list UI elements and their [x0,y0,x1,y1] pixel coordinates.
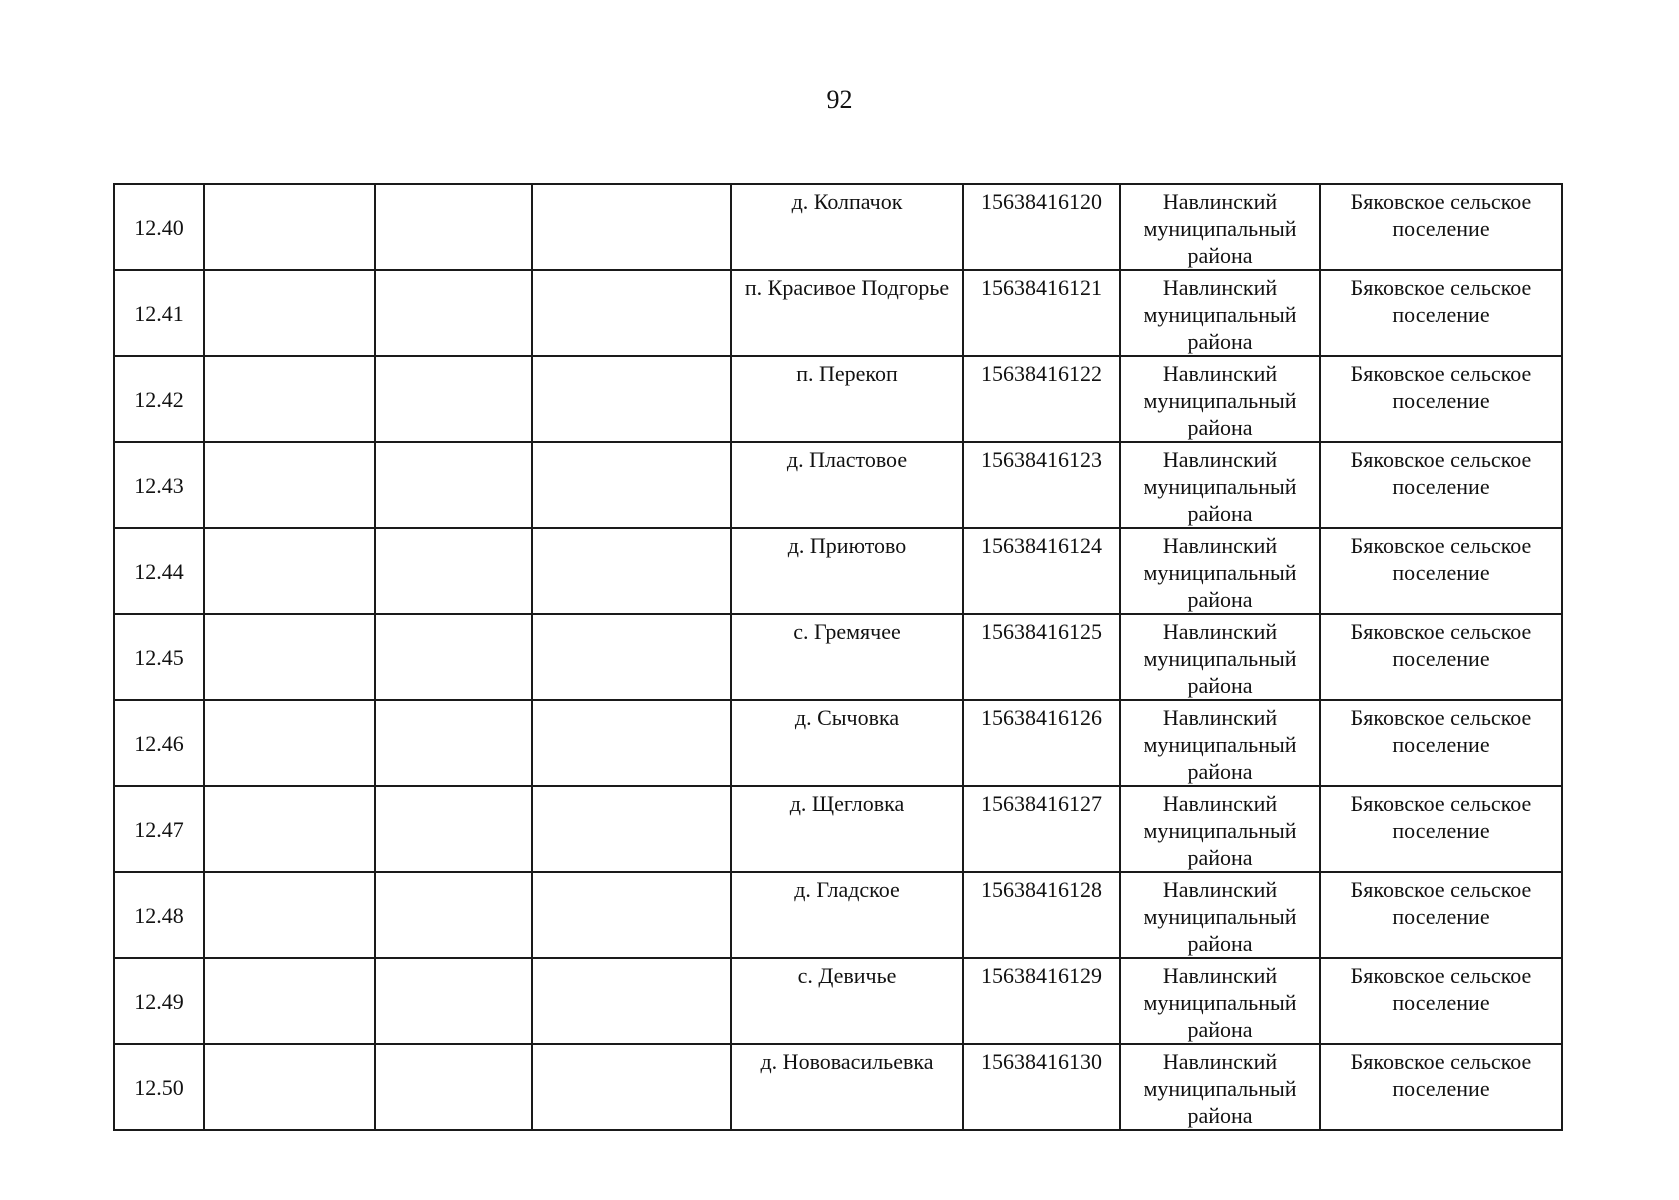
settlement-cell [731,1044,963,1130]
municipality-name: Бяковское сельское поселение [1350,275,1532,327]
district-cell [1120,614,1320,700]
empty-cell [532,786,731,872]
table-row [114,356,1562,442]
empty-cell [204,184,375,270]
district-cell [1120,528,1320,614]
municipality-cell [1320,700,1562,786]
code-cell [963,614,1120,700]
district-name: Навлинский муниципальный района [1143,877,1297,956]
empty-cell [375,958,532,1044]
code-cell [963,270,1120,356]
page-number: 92 [826,85,853,114]
municipality-name: Бяковское сельское поселение [1350,533,1532,585]
district-cell [1120,700,1320,786]
district-name: Навлинский муниципальный района [1143,619,1297,698]
row-number: 12.40 [134,214,184,240]
empty-cell [204,614,375,700]
empty-cell [375,270,532,356]
municipality-name: Бяковское сельское поселение [1350,619,1532,671]
empty-cell [375,1044,532,1130]
row-number-cell [114,270,204,356]
district-name: Навлинский муниципальный района [1143,963,1297,1042]
row-number: 12.46 [134,730,184,756]
row-number-cell [114,356,204,442]
district-cell [1120,872,1320,958]
code-cell [963,872,1120,958]
row-number-cell [114,614,204,700]
settlement-cell [731,528,963,614]
row-number-cell [114,958,204,1044]
table-row [114,786,1562,872]
settlement-name: д. Щегловка [789,791,905,816]
table-row [114,958,1562,1044]
empty-cell [204,700,375,786]
empty-cell [204,786,375,872]
row-number: 12.44 [134,558,184,584]
row-number: 12.49 [134,988,184,1014]
empty-cell [532,270,731,356]
municipality-cell [1320,270,1562,356]
settlements-table [113,183,1563,1131]
oktmo-code: 15638416124 [981,533,1102,558]
settlement-cell [731,614,963,700]
empty-cell [204,270,375,356]
settlement-cell [731,356,963,442]
municipality-cell [1320,528,1562,614]
settlement-name: п. Красивое Подгорье [744,275,950,300]
district-cell [1120,270,1320,356]
municipality-name: Бяковское сельское поселение [1350,963,1532,1015]
empty-cell [375,614,532,700]
oktmo-code: 15638416122 [981,361,1102,386]
municipality-name: Бяковское сельское поселение [1350,1049,1532,1101]
empty-cell [204,356,375,442]
row-number-cell [114,700,204,786]
empty-cell [375,356,532,442]
oktmo-code: 15638416125 [981,619,1102,644]
district-name: Навлинский муниципальный района [1143,189,1297,268]
settlement-name: д. Сычовка [794,705,900,730]
table-body [114,184,1562,1130]
row-number: 12.48 [134,902,184,928]
district-name: Навлинский муниципальный района [1143,361,1297,440]
settlement-name: д. Колпачок [791,189,903,214]
empty-cell [375,184,532,270]
municipality-cell [1320,786,1562,872]
table-row [114,614,1562,700]
municipality-cell [1320,614,1562,700]
empty-cell [375,528,532,614]
row-number-cell [114,528,204,614]
empty-cell [532,614,731,700]
oktmo-code: 15638416128 [981,877,1102,902]
empty-cell [204,1044,375,1130]
table-row [114,442,1562,528]
row-number: 12.50 [134,1074,184,1100]
settlement-name: с. Гремячее [793,619,901,644]
district-cell [1120,786,1320,872]
oktmo-code: 15638416120 [981,189,1102,214]
oktmo-code: 15638416121 [981,275,1102,300]
row-number-cell [114,442,204,528]
row-number-cell [114,872,204,958]
municipality-cell [1320,184,1562,270]
municipality-name: Бяковское сельское поселение [1350,189,1532,241]
empty-cell [532,184,731,270]
table-row [114,1044,1562,1130]
empty-cell [532,356,731,442]
settlement-cell [731,270,963,356]
empty-cell [204,442,375,528]
oktmo-code: 15638416129 [981,963,1102,988]
row-number-cell [114,184,204,270]
empty-cell [204,872,375,958]
empty-cell [532,442,731,528]
district-name: Навлинский муниципальный района [1143,791,1297,870]
settlement-name: с. Девичье [797,963,897,988]
district-cell [1120,958,1320,1044]
district-name: Навлинский муниципальный района [1143,1049,1297,1128]
settlement-cell [731,442,963,528]
row-number: 12.43 [134,472,184,498]
empty-cell [532,700,731,786]
settlement-name: д. Пластовое [786,447,908,472]
settlement-name: д. Нововасильевка [760,1049,934,1074]
settlement-cell [731,958,963,1044]
district-name: Навлинский муниципальный района [1143,533,1297,612]
code-cell [963,786,1120,872]
row-number: 12.47 [134,816,184,842]
code-cell [963,356,1120,442]
empty-cell [375,872,532,958]
empty-cell [375,786,532,872]
oktmo-code: 15638416123 [981,447,1102,472]
municipality-name: Бяковское сельское поселение [1350,447,1532,499]
row-number: 12.42 [134,386,184,412]
district-cell [1120,1044,1320,1130]
code-cell [963,528,1120,614]
oktmo-code: 15638416127 [981,791,1102,816]
municipality-name: Бяковское сельское поселение [1350,791,1532,843]
municipality-cell [1320,1044,1562,1130]
empty-cell [375,700,532,786]
empty-cell [532,872,731,958]
municipality-name: Бяковское сельское поселение [1350,877,1532,929]
oktmo-code: 15638416130 [981,1049,1102,1074]
code-cell [963,1044,1120,1130]
code-cell [963,958,1120,1044]
table-row [114,872,1562,958]
settlement-cell [731,700,963,786]
municipality-cell [1320,442,1562,528]
district-cell [1120,356,1320,442]
settlement-name: д. Гладское [794,877,900,902]
empty-cell [204,528,375,614]
settlement-name: п. Перекоп [796,361,898,386]
code-cell [963,700,1120,786]
district-name: Навлинский муниципальный района [1143,447,1297,526]
table-row [114,528,1562,614]
oktmo-code: 15638416126 [981,705,1102,730]
municipality-cell [1320,872,1562,958]
row-number: 12.41 [134,300,184,326]
settlement-cell [731,184,963,270]
row-number-cell [114,1044,204,1130]
municipality-name: Бяковское сельское поселение [1350,705,1532,757]
code-cell [963,184,1120,270]
empty-cell [204,958,375,1044]
district-cell [1120,442,1320,528]
empty-cell [532,528,731,614]
table-row [114,270,1562,356]
row-number-cell [114,786,204,872]
table-row [114,700,1562,786]
settlement-cell [731,786,963,872]
municipality-name: Бяковское сельское поселение [1350,361,1532,413]
empty-cell [532,958,731,1044]
settlement-name: д. Приютово [787,533,907,558]
code-cell [963,442,1120,528]
table-row [114,184,1562,270]
row-number: 12.45 [134,644,184,670]
settlement-cell [731,872,963,958]
municipality-cell [1320,356,1562,442]
municipality-cell [1320,958,1562,1044]
district-name: Навлинский муниципальный района [1143,275,1297,354]
empty-cell [375,442,532,528]
district-cell [1120,184,1320,270]
empty-cell [532,1044,731,1130]
district-name: Навлинский муниципальный района [1143,705,1297,784]
